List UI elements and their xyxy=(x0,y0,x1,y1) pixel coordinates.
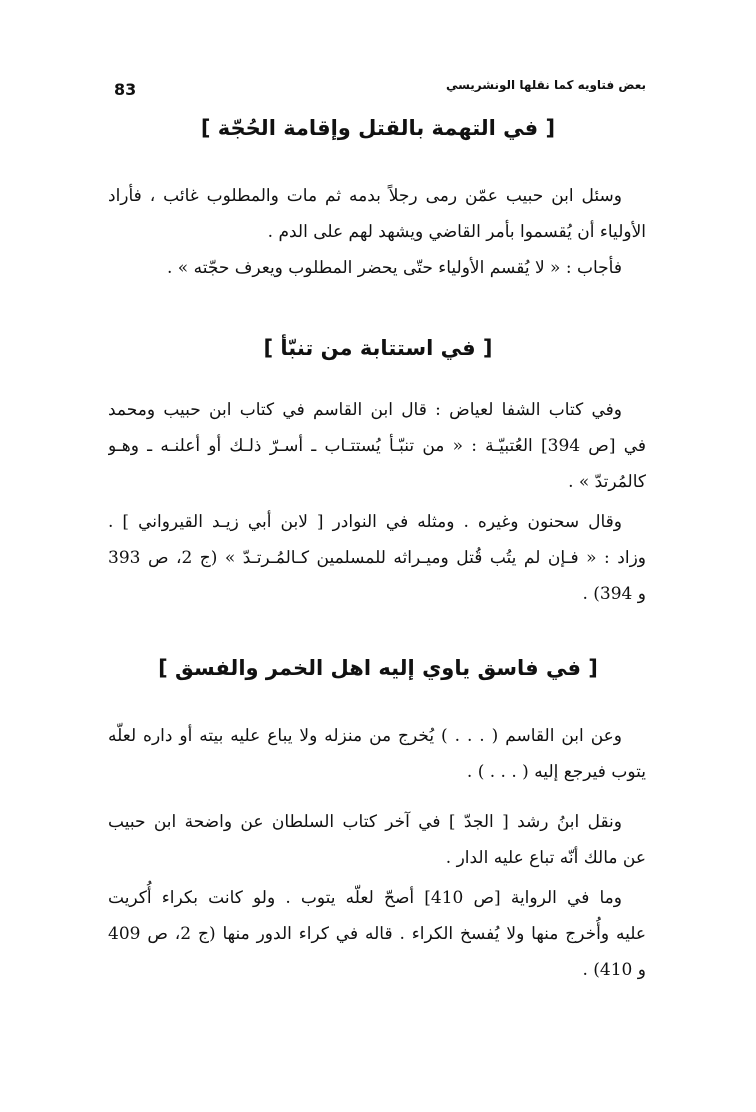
text-line: وفي كتاب الشفا لعياض : قال ابن القاسم في كتاب ابن حبيب ومحمد xyxy=(108,400,622,420)
text-line: وعن ابن القاسم ( . . . ) يُخرج من منزله ولا يباع عليه بيته أو داره لعلّه xyxy=(108,726,622,746)
section-heading-sinner: [ في فاسق ياوي إليه اهل الخمر والفسق ] xyxy=(158,656,598,680)
text-line: وسئل ابن حبيب عمّن رمى رجلاً بدمه ثم مات والمطلوب غائب ، فأراد xyxy=(108,186,622,206)
text-line: في [ص 394] العُتبيّـة : « من تنبّـأ يُستتـاب ـ أسـرّ ذلـك أو أعلنـه ـ وهـو xyxy=(108,436,646,456)
page-number: 83 xyxy=(114,80,137,99)
text-line: كالمُرتدّ » . xyxy=(568,472,646,492)
running-head: بعض فتاويه كما نقلها الونشريسي xyxy=(445,78,646,92)
page-header xyxy=(112,76,646,100)
text-line: و 394) . xyxy=(582,584,646,604)
text-line: عن مالك أنّه تباع عليه الدار . xyxy=(445,848,646,868)
text-line: ونقل ابنُ رشد [ الجدّ ] في آخر كتاب السلطان عن واضحة ابن حبيب xyxy=(108,812,622,832)
paragraph-ibn-rushd xyxy=(108,804,646,876)
paragraph-sahnun xyxy=(108,504,646,612)
text-line: و 410) . xyxy=(582,960,646,980)
paragraph-shifa-citation xyxy=(108,392,646,500)
paragraph-ibn-habib-question xyxy=(108,178,646,286)
text-line: عليه وأُخرج منها ولا يُفسخ الكراء . قاله في كراء الدور منها (ج 2، ص 409 xyxy=(108,924,646,944)
paragraph-ibn-qasim xyxy=(108,718,646,790)
text-line: يتوب فيرجع إليه ( . . . ) . xyxy=(466,762,646,782)
paragraph-riwaya xyxy=(108,880,646,988)
section-heading-accusation: [ في التهمة بالقتل وإقامة الحُجّة ] xyxy=(200,116,556,140)
text-line: وزاد : « فـإن لم يتُب قُتل وميـراثه للمسلمين كـالمُـرتـدّ » (ج 2، ص 393 xyxy=(108,548,646,568)
text-line: فأجاب : « لا يُقسم الأولياء حتّى يحضر المطلوب ويعرف حجّته » . xyxy=(167,258,622,278)
text-line: وقال سحنون وغيره . ومثله في النوادر [ لابن أبي زيـد القيرواني ] . xyxy=(108,512,622,532)
text-line: الأولياء أن يُقسموا بأمر القاضي ويشهد لهم على الدم . xyxy=(267,222,646,242)
text-line: وما في الرواية [ص 410] أصحّ لعلّه يتوب . ولو كانت بكراء أُكريت xyxy=(108,888,623,908)
section-heading-prophecy-claim: [ في استتابة من تنبّأ ] xyxy=(263,336,493,360)
